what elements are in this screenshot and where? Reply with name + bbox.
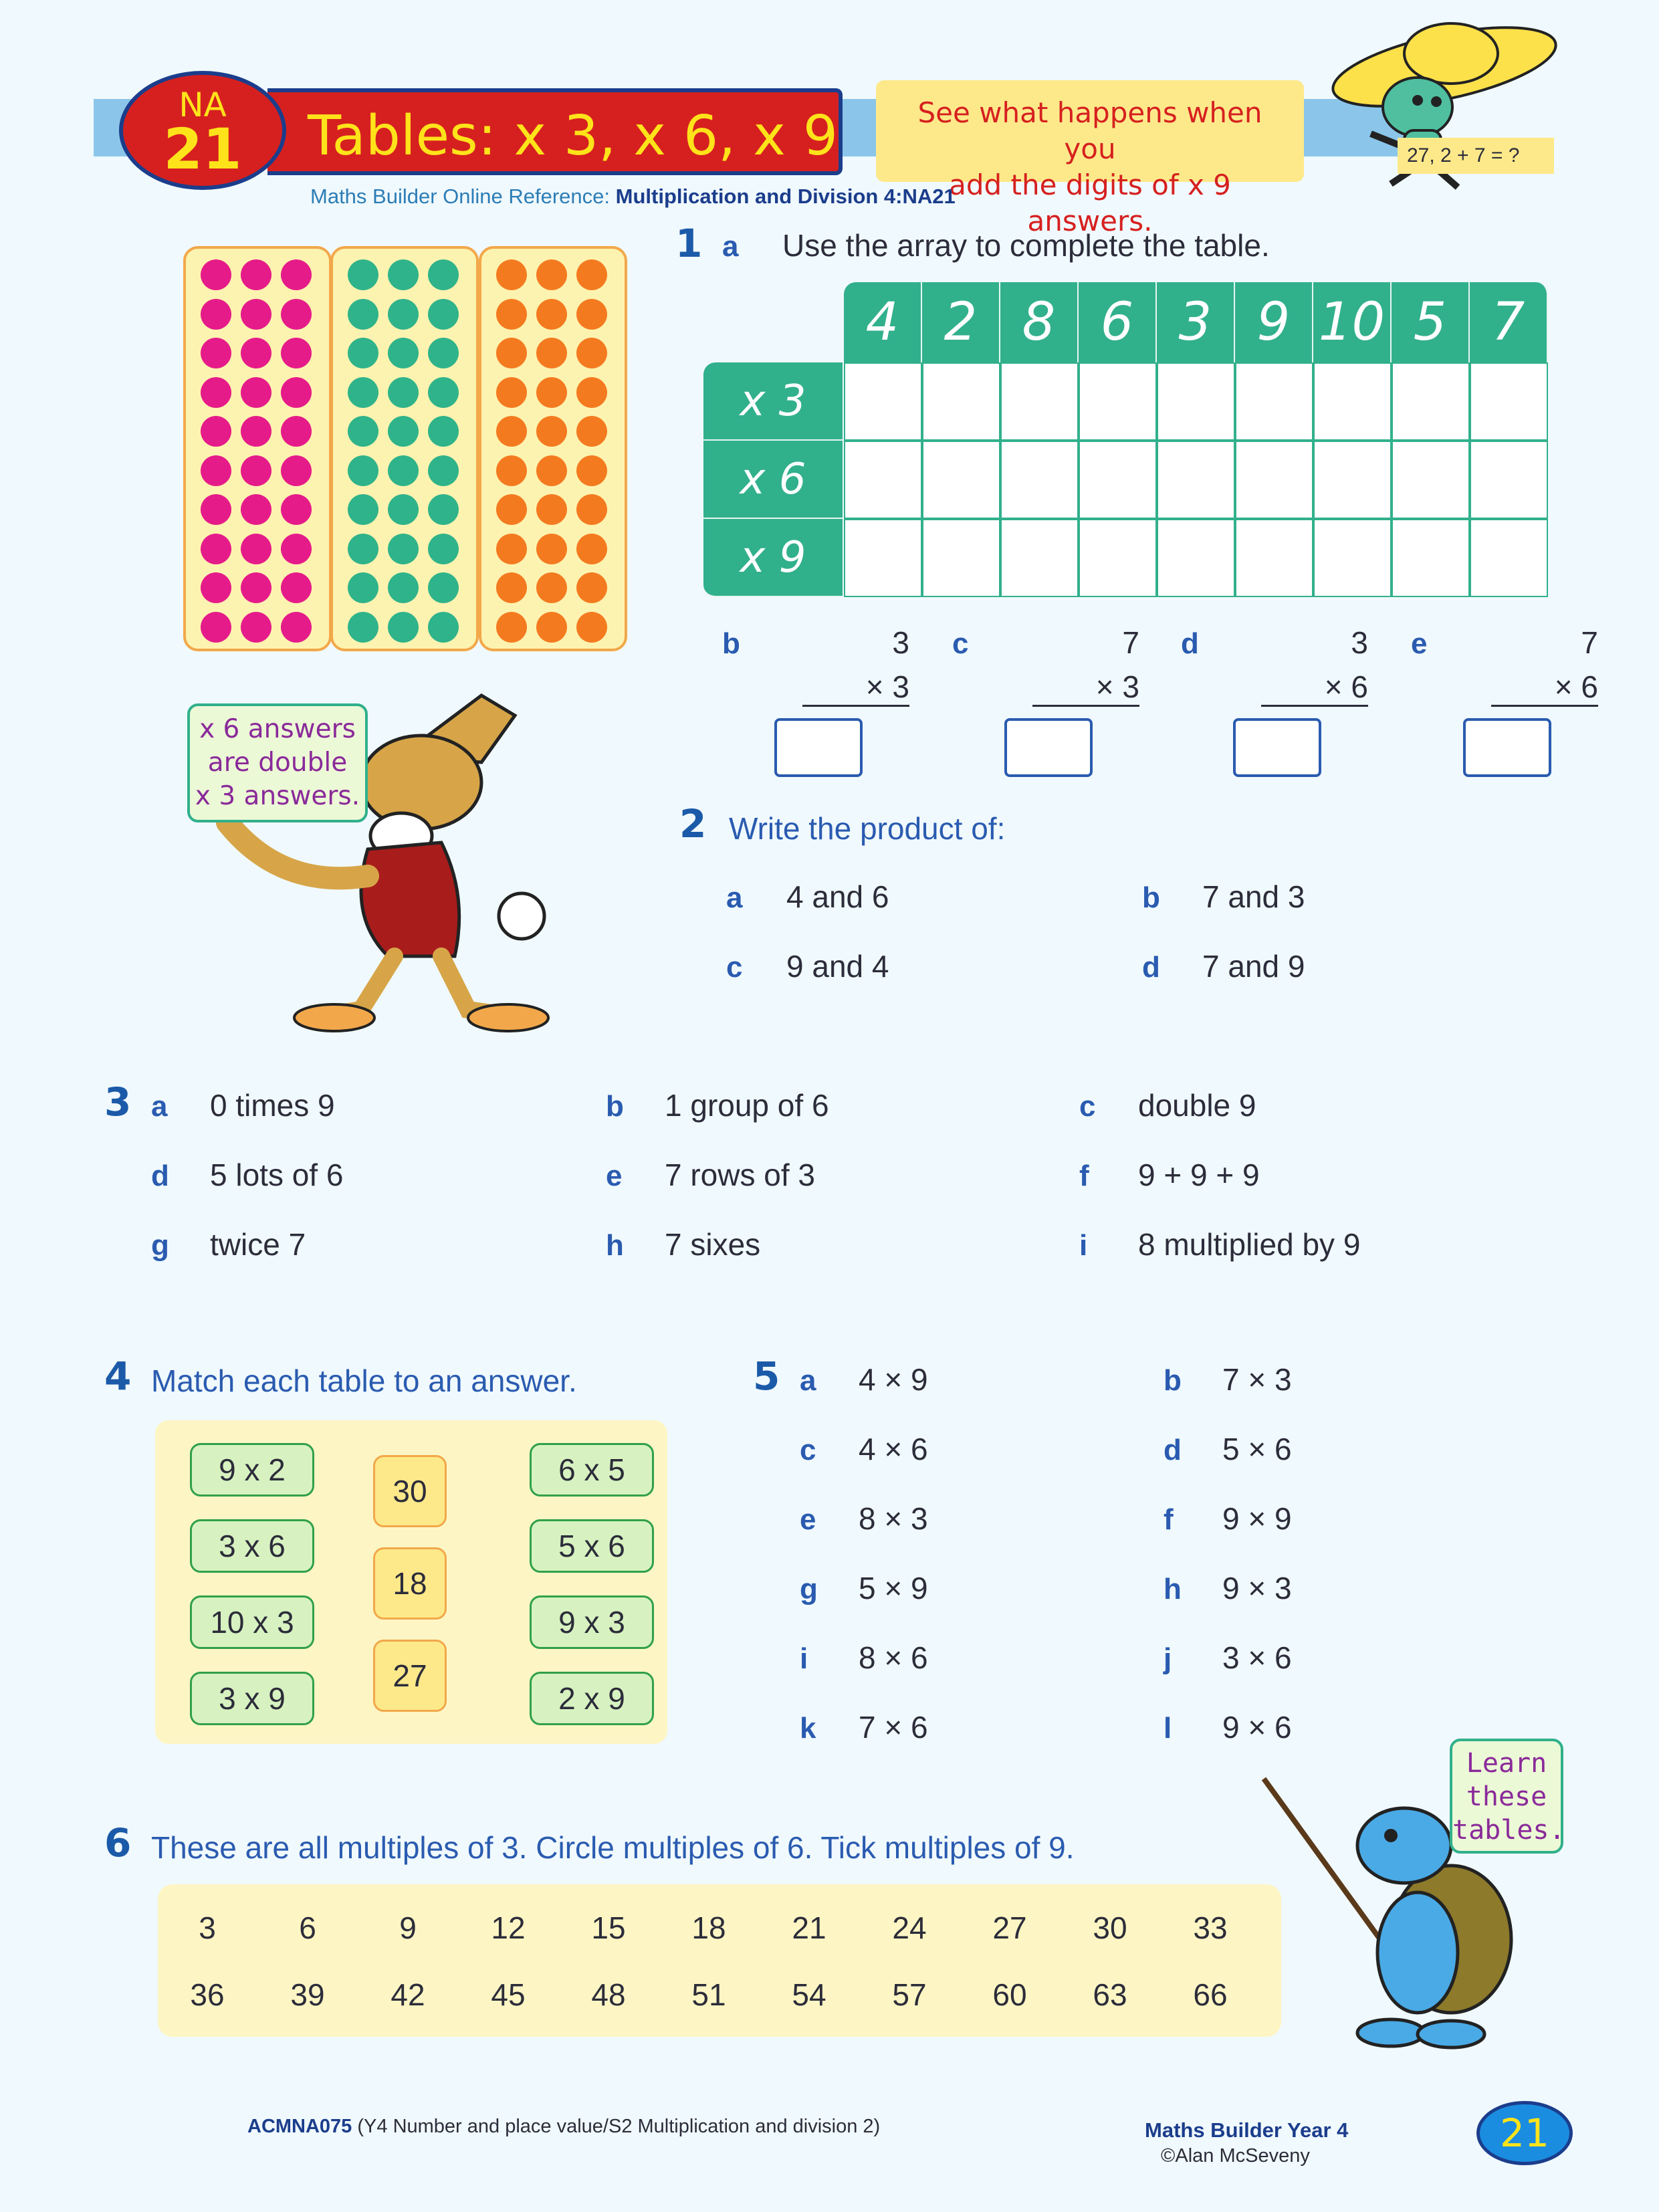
q5-item-letter: c: [800, 1434, 816, 1466]
q3-item-letter: a: [151, 1090, 168, 1123]
q5-item-letter: i: [800, 1642, 808, 1675]
array-dot: [496, 494, 527, 525]
vertical-sum: [1032, 625, 1139, 707]
array-dot: [388, 612, 419, 643]
title-bar: [267, 88, 843, 175]
sum-answer-box[interactable]: [774, 718, 863, 777]
multiple-number[interactable]: 45: [491, 1977, 526, 2012]
array-dot: [428, 455, 459, 486]
array-dot: [281, 259, 312, 290]
question-2-instruction: Write the product of:: [729, 811, 1006, 846]
array-dot: [576, 299, 607, 330]
sum-bottom: × 6: [1261, 669, 1368, 707]
q2-item-text: 4 and 6: [786, 879, 889, 914]
q5-item-letter: a: [800, 1364, 816, 1397]
q3-item-letter: h: [606, 1229, 624, 1262]
question-6-number: 6: [104, 1820, 132, 1866]
array-dot: [281, 572, 312, 603]
answer-cell[interactable]: [1313, 362, 1392, 441]
sum-letter: e: [1411, 627, 1428, 660]
match-right-tile: 5 x 6: [530, 1519, 654, 1573]
multiple-number[interactable]: 57: [892, 1977, 927, 2012]
array-dot: [201, 338, 231, 368]
array-dot: [496, 416, 527, 447]
answer-cell[interactable]: [922, 519, 1000, 597]
turtle-bubble-line-2: these: [1466, 1781, 1547, 1812]
array-dot: [536, 494, 567, 525]
array-dot: [241, 299, 271, 330]
column-header: 10: [1313, 282, 1392, 362]
answer-cell[interactable]: [844, 441, 922, 519]
array-dot: [241, 416, 271, 447]
sum-top: 7: [1122, 625, 1139, 660]
array-dot: [536, 455, 567, 486]
array-dot: [388, 572, 419, 603]
match-right-tile: 6 x 5: [530, 1443, 654, 1497]
answer-cell[interactable]: [1000, 362, 1079, 441]
row-label: x 6: [703, 441, 843, 519]
answer-cell[interactable]: [1313, 441, 1392, 519]
answer-cell[interactable]: [1000, 441, 1079, 519]
q5-item-letter: j: [1164, 1642, 1172, 1675]
multiple-number[interactable]: 21: [792, 1910, 826, 1945]
array-dot: [496, 572, 527, 603]
curriculum-code: [247, 2116, 880, 2138]
column-header: 5: [1392, 282, 1470, 362]
fox-speech-bubble: [187, 703, 368, 822]
answer-cell[interactable]: [1079, 441, 1157, 519]
multiple-number[interactable]: 27: [992, 1910, 1027, 1945]
book-title: Maths Builder Year 4: [1145, 2118, 1349, 2142]
multiple-number[interactable]: 66: [1193, 1977, 1228, 2012]
array-dot: [496, 455, 527, 486]
row-label: x 3: [703, 362, 843, 441]
question-1a-letter: a: [722, 230, 739, 263]
match-left-tile: 10 x 3: [190, 1595, 314, 1649]
q5-item-text: 8 × 3: [859, 1501, 928, 1536]
match-left-tile: 3 x 9: [190, 1672, 314, 1725]
array-dot: [241, 455, 271, 486]
array-dot: [281, 416, 312, 447]
question-4-instruction: Match each table to an answer.: [151, 1363, 577, 1398]
multiple-number[interactable]: 15: [591, 1910, 626, 1945]
answer-cell[interactable]: [1392, 362, 1470, 441]
q5-item-letter: d: [1164, 1434, 1182, 1466]
array-dot: [201, 612, 231, 643]
match-left-tile: 9 x 2: [190, 1443, 314, 1497]
array-dot: [388, 259, 419, 290]
fox-bubble-line-2: are double: [207, 748, 348, 778]
vertical-sum: [1261, 625, 1368, 707]
array-dot: [496, 534, 527, 564]
multiple-number[interactable]: 9: [399, 1910, 417, 1945]
array-dot: [241, 377, 271, 408]
answer-cell[interactable]: [922, 362, 1000, 441]
badge-number: 21: [163, 116, 242, 182]
multiple-number[interactable]: 42: [391, 1977, 425, 2012]
q2-item-letter: a: [726, 881, 743, 914]
match-right-tile: 2 x 9: [530, 1672, 654, 1725]
q5-item-text: 4 × 9: [859, 1362, 928, 1397]
dot-array-x3: [183, 246, 332, 651]
array-dot: [536, 612, 567, 643]
column-header: 9: [1235, 282, 1313, 362]
q2-item-letter: c: [726, 951, 743, 984]
match-right-tile: 9 x 3: [530, 1595, 654, 1649]
array-dot: [241, 259, 271, 290]
array-dot: [536, 534, 567, 564]
multiple-number[interactable]: 18: [691, 1910, 726, 1945]
q3-item-text: 7 sixes: [665, 1227, 761, 1262]
array-dot: [348, 299, 378, 330]
q5-item-text: 4 × 6: [859, 1432, 928, 1466]
sum-top: 3: [892, 625, 909, 660]
array-dot: [576, 612, 607, 643]
array-dot: [348, 338, 378, 368]
array-dot: [388, 494, 419, 525]
answer-cell[interactable]: [1470, 362, 1548, 441]
q3-item-letter: i: [1079, 1229, 1088, 1262]
array-dot: [348, 494, 378, 525]
question-4-number: 4: [104, 1353, 132, 1399]
array-dot: [496, 338, 527, 368]
question-1-number: 1: [675, 221, 703, 266]
q3-item-text: twice 7: [210, 1227, 306, 1262]
q5-item-letter: e: [800, 1503, 816, 1536]
lesson-badge: [119, 71, 286, 190]
column-header: 3: [1157, 282, 1235, 362]
turtle-speech-bubble: [1450, 1739, 1563, 1854]
column-header: 6: [1079, 282, 1157, 362]
array-dot: [348, 612, 378, 643]
array-dot: [241, 534, 271, 564]
answer-cell[interactable]: [1470, 519, 1548, 597]
array-dot: [536, 377, 567, 408]
q3-item-text: 0 times 9: [210, 1088, 335, 1123]
q5-item-text: 9 × 3: [1222, 1571, 1292, 1606]
online-reference: [310, 185, 956, 209]
answer-cell[interactable]: [1079, 519, 1157, 597]
multiple-number[interactable]: 48: [591, 1977, 626, 2012]
answer-cell[interactable]: [1470, 441, 1548, 519]
multiples-box: [158, 1884, 1281, 2037]
answer-cell[interactable]: [1313, 519, 1392, 597]
q2-item-letter: d: [1142, 951, 1160, 984]
q3-item-letter: c: [1079, 1090, 1096, 1123]
array-dot: [348, 455, 378, 486]
answer-cell[interactable]: [844, 362, 922, 441]
match-left-tile: 3 x 6: [190, 1519, 314, 1573]
hint-line-1: See what happens when you: [917, 96, 1262, 165]
array-dot: [428, 612, 459, 643]
array-dot: [281, 612, 312, 643]
array-dot: [536, 338, 567, 368]
question-2-number: 2: [679, 801, 707, 847]
array-dot: [388, 377, 419, 408]
q5-item-text: 5 × 9: [859, 1571, 928, 1606]
q2-item-letter: b: [1142, 881, 1160, 914]
hint-box: [876, 80, 1304, 237]
array-dot: [201, 299, 231, 330]
match-answer-tile: 18: [373, 1547, 447, 1620]
sum-bottom: × 3: [1032, 669, 1139, 707]
multiple-number[interactable]: 39: [290, 1977, 325, 2012]
array-dot: [241, 612, 271, 643]
array-dot: [576, 259, 607, 290]
q5-item-text: 9 × 6: [1222, 1710, 1292, 1745]
array-dot: [576, 455, 607, 486]
array-dot: [576, 338, 607, 368]
column-header: 2: [922, 282, 1000, 362]
turtle-bubble-line-3: tables.: [1452, 1815, 1565, 1846]
vertical-sum: [1491, 625, 1598, 707]
answer-cell[interactable]: [1235, 441, 1313, 519]
array-dot: [201, 494, 231, 525]
row-label: x 9: [703, 519, 843, 597]
array-dot: [576, 572, 607, 603]
multiple-number[interactable]: 63: [1093, 1977, 1127, 2012]
q5-item-text: 7 × 3: [1222, 1362, 1292, 1397]
answer-cell[interactable]: [844, 519, 922, 597]
answer-cell[interactable]: [1392, 519, 1470, 597]
q5-item-letter: k: [800, 1712, 816, 1745]
sum-bottom: × 3: [802, 669, 909, 707]
question-6-instruction: These are all multiples of 3. Circle multiples of 6. Tick multiples of 9.: [151, 1830, 1075, 1865]
answer-cell[interactable]: [1157, 441, 1235, 519]
multiple-number[interactable]: 36: [190, 1977, 225, 2012]
array-dot: [201, 572, 231, 603]
q5-item-text: 8 × 6: [859, 1640, 928, 1675]
array-dot: [348, 534, 378, 564]
answer-cell[interactable]: [1235, 362, 1313, 441]
q2-item-text: 9 and 4: [786, 949, 889, 984]
array-dot: [496, 377, 527, 408]
array-dot: [388, 455, 419, 486]
answer-cell[interactable]: [922, 441, 1000, 519]
array-dot: [348, 416, 378, 447]
dot-array-x6: [330, 246, 479, 651]
q3-item-text: double 9: [1138, 1088, 1256, 1123]
array-dot: [201, 259, 231, 290]
q5-item-text: 3 × 6: [1222, 1640, 1292, 1675]
page-title: Tables: x 3, x 6, x 9: [308, 104, 839, 168]
multiple-number[interactable]: 12: [491, 1910, 526, 1945]
multiple-number[interactable]: 30: [1093, 1910, 1127, 1945]
array-dot: [241, 338, 271, 368]
answer-cell[interactable]: [1000, 519, 1079, 597]
array-dot: [428, 338, 459, 368]
sum-answer-box[interactable]: [1233, 718, 1321, 777]
copyright: ©Alan McSeveny: [1161, 2145, 1310, 2167]
array-dot: [428, 494, 459, 525]
q2-item-text: 7 and 9: [1202, 949, 1305, 984]
array-dot: [281, 299, 312, 330]
dot-array-x9: [479, 246, 627, 651]
array-dot: [576, 377, 607, 408]
q3-item-text: 9 + 9 + 9: [1138, 1157, 1260, 1192]
vertical-sum: [802, 625, 909, 707]
answer-cell[interactable]: [1079, 362, 1157, 441]
reference-value: Multiplication and Division 4:NA21: [615, 185, 956, 208]
array-dot: [348, 572, 378, 603]
fox-bubble-line-3: x 3 answers.: [195, 781, 360, 811]
multiple-number[interactable]: 54: [792, 1977, 826, 2012]
q5-item-letter: g: [800, 1573, 818, 1606]
q3-item-text: 8 multiplied by 9: [1138, 1227, 1361, 1262]
q3-item-letter: d: [151, 1159, 169, 1192]
array-dot: [536, 299, 567, 330]
array-dot: [241, 572, 271, 603]
digit-sum-note: 27, 2 + 7 = ?: [1398, 138, 1554, 174]
array-dot: [576, 534, 607, 564]
match-answer-tile: 27: [373, 1640, 447, 1712]
badge-code: NA: [179, 86, 227, 124]
array-dot: [348, 377, 378, 408]
q3-item-text: 7 rows of 3: [665, 1157, 815, 1192]
array-dot: [281, 338, 312, 368]
array-dot: [348, 259, 378, 290]
array-dot: [428, 534, 459, 564]
array-dot: [428, 259, 459, 290]
hint-line-2: add the digits of x 9 answers.: [949, 169, 1231, 237]
array-dot: [201, 534, 231, 564]
array-dot: [281, 455, 312, 486]
array-dot: [388, 534, 419, 564]
column-header: 7: [1470, 282, 1548, 362]
sum-answer-box[interactable]: [1004, 718, 1093, 777]
column-header: 8: [1000, 282, 1079, 362]
array-dot: [241, 494, 271, 525]
q5-item-letter: l: [1164, 1712, 1172, 1745]
array-dot: [536, 416, 567, 447]
array-dot: [281, 534, 312, 564]
q2-item-text: 7 and 3: [1202, 879, 1305, 914]
question-3-number: 3: [104, 1079, 132, 1125]
array-dot: [201, 416, 231, 447]
array-dot: [201, 377, 231, 408]
multiple-number[interactable]: 24: [892, 1910, 927, 1945]
array-dot: [281, 377, 312, 408]
sum-top: 3: [1351, 625, 1368, 660]
multiple-number[interactable]: 6: [299, 1910, 316, 1945]
array-dot: [388, 299, 419, 330]
matching-box: [155, 1420, 667, 1744]
q3-item-letter: e: [606, 1159, 623, 1192]
sum-letter: b: [722, 627, 740, 660]
page-number: 21: [1476, 2101, 1573, 2165]
array-dot: [496, 299, 527, 330]
array-dot: [496, 612, 527, 643]
q3-item-text: 1 group of 6: [665, 1088, 829, 1123]
array-dot: [388, 416, 419, 447]
array-dot: [428, 299, 459, 330]
answer-cell[interactable]: [1157, 362, 1235, 441]
q5-item-text: 7 × 6: [859, 1710, 928, 1745]
answer-cell[interactable]: [1157, 519, 1235, 597]
curriculum-code-id: ACMNA075: [247, 2116, 352, 2137]
array-dot: [428, 572, 459, 603]
reference-prefix: Maths Builder Online Reference:: [310, 185, 611, 208]
answer-cell[interactable]: [1235, 519, 1313, 597]
multiple-number[interactable]: 33: [1193, 1910, 1228, 1945]
sum-answer-box[interactable]: [1463, 718, 1551, 777]
multiple-number[interactable]: 51: [691, 1977, 726, 2012]
q5-item-text: 9 × 9: [1222, 1501, 1292, 1536]
array-dot: [536, 259, 567, 290]
array-dot: [496, 259, 527, 290]
array-dot: [388, 338, 419, 368]
q3-item-letter: g: [151, 1229, 169, 1262]
q3-item-letter: f: [1079, 1159, 1089, 1192]
array-dot: [201, 455, 231, 486]
turtle-bubble-line-1: Learn: [1466, 1748, 1547, 1779]
column-header: 4: [844, 282, 922, 362]
q5-item-text: 5 × 6: [1222, 1432, 1292, 1466]
array-dot: [576, 416, 607, 447]
question-1a-instruction: Use the array to complete the table.: [782, 228, 1270, 263]
sum-top: 7: [1581, 625, 1598, 660]
sum-letter: c: [952, 627, 969, 660]
q5-item-letter: b: [1164, 1364, 1182, 1397]
array-dot: [428, 416, 459, 447]
q5-item-letter: h: [1164, 1573, 1182, 1606]
q3-item-letter: b: [606, 1090, 624, 1123]
answer-cell[interactable]: [1392, 441, 1470, 519]
q5-item-letter: f: [1164, 1503, 1174, 1536]
sum-letter: d: [1181, 627, 1199, 660]
fox-bubble-line-1: x 6 answers: [199, 714, 356, 744]
array-dot: [281, 494, 312, 525]
q3-item-text: 5 lots of 6: [210, 1157, 344, 1192]
match-answer-tile: 30: [373, 1455, 447, 1527]
sum-bottom: × 6: [1491, 669, 1598, 707]
multiple-number[interactable]: 60: [992, 1977, 1027, 2012]
array-dot: [536, 572, 567, 603]
array-dot: [428, 377, 459, 408]
array-dot: [576, 494, 607, 525]
curriculum-code-desc: (Y4 Number and place value/S2 Multiplication and division 2): [357, 2116, 881, 2137]
multiple-number[interactable]: 3: [199, 1910, 216, 1945]
question-5-number: 5: [753, 1353, 780, 1399]
